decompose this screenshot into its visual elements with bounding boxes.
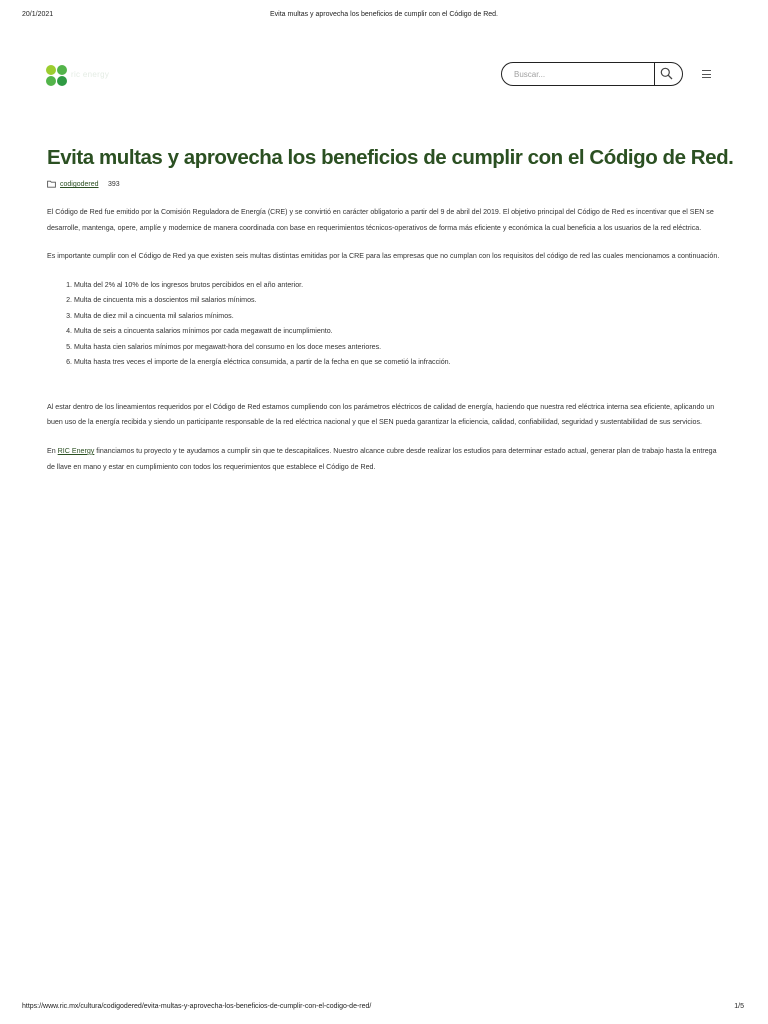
list-item: 2. Multa de cincuenta mis a doscientos mil salarios mínimos.	[74, 293, 722, 309]
menu-line	[702, 74, 711, 75]
print-page-number: 1/5	[734, 1003, 744, 1010]
paragraph-text: financiamos tu proyecto y te ayudamos a cumplir sin que te descapitalices. Nuestro alcance cubre desde realizar los estudios para determinar estado actual, generar plan de trabajo hasta la entrega de llave en mano y estar en cumplimiento con todos los requerimientos que establece el Código de Red.	[47, 446, 717, 471]
search-icon[interactable]	[660, 67, 673, 80]
list-item: 6. Multa hasta tres veces el importe de la energía eléctrica consumida, a partir de la fecha en que se cometió la infracción.	[74, 355, 722, 371]
category-link[interactable]: codigodered	[60, 181, 99, 188]
paragraph-fines-intro: Es importante cumplir con el Código de Red ya que existen seis multas distintas emitidas por la CRE para las empresas que no cumplan con los requisitos del código de red las cuales mencionamos a continuación.	[47, 252, 720, 261]
search-input[interactable]	[514, 67, 649, 81]
logo-dot	[46, 76, 56, 86]
view-count: 393	[108, 181, 120, 188]
article-body	[47, 205, 722, 475]
fines-list	[47, 278, 722, 371]
paragraph-prefix: En	[47, 446, 58, 455]
logo-dot	[46, 65, 56, 75]
list-item: 5. Multa hasta cien salarios mínimos por megawatt-hora del consumo en los doce meses anteriores.	[74, 340, 722, 356]
paragraph-ric-energy	[47, 444, 722, 475]
menu-line	[702, 77, 711, 78]
logo-text: ric energy	[71, 70, 110, 79]
article-title: Evita multas y aprovecha los beneficios de cumplir con el Código de Red.	[47, 146, 734, 169]
search-bar	[501, 62, 683, 86]
print-date: 20/1/2021	[22, 11, 54, 18]
paragraph-compliance: Al estar dentro de los lineamientos requeridos por el Código de Red estamos cumpliendo con los parámetros eléctricos de calidad de energía, haciendo que nuestra red eléctrica interna sea eficiente, aplicando un buen uso de la energía recibida y siendo un participante responsable de la red eléctrica nacional y que el SEN pueda garantizar la eficiencia, calidad, confiabilidad, seguridad y sustentabilidad de sus servicios.	[47, 402, 715, 427]
print-url: https://www.ric.mx/cultura/codigodered/evita-multas-y-aprovecha-los-beneficios-de-cumplir-con-el-codigo-de-red/	[22, 1003, 372, 1010]
print-page-title: Evita multas y aprovecha los beneficios de cumplir con el Código de Red.	[269, 11, 498, 18]
list-item: 1. Multa del 2% al 10% de los ingresos brutos percibidos en el año anterior.	[74, 278, 722, 294]
list-item: 3. Multa de diez mil a cincuenta mil salarios mínimos.	[74, 309, 722, 325]
menu-line	[702, 70, 711, 71]
list-item: 4. Multa de seis a cincuenta salarios mínimos por cada megawatt de incumplimiento.	[74, 324, 722, 340]
logo-dot	[57, 76, 67, 86]
site-logo[interactable]	[46, 64, 126, 88]
logo-dot	[57, 65, 67, 75]
ric-energy-link[interactable]: RIC Energy	[57, 446, 95, 455]
folder-icon	[47, 180, 56, 188]
search-divider	[654, 63, 655, 85]
hamburger-menu-icon[interactable]	[702, 69, 714, 79]
paragraph-intro: El Código de Red fue emitido por la Comisión Reguladora de Energía (CRE) y se convirtió en carácter obligatorio a partir del 9 de abril del 2019. El objetivo principal del Código de Red es incentivar que el SEN se desarrolle, mantenga, opere, amplíe y modernice de manera coordinada con base en requerimientos técnicos-operativos de forma más eficiente y económica la cual beneficia a los usuarios de la red eléctrica.	[47, 208, 714, 232]
